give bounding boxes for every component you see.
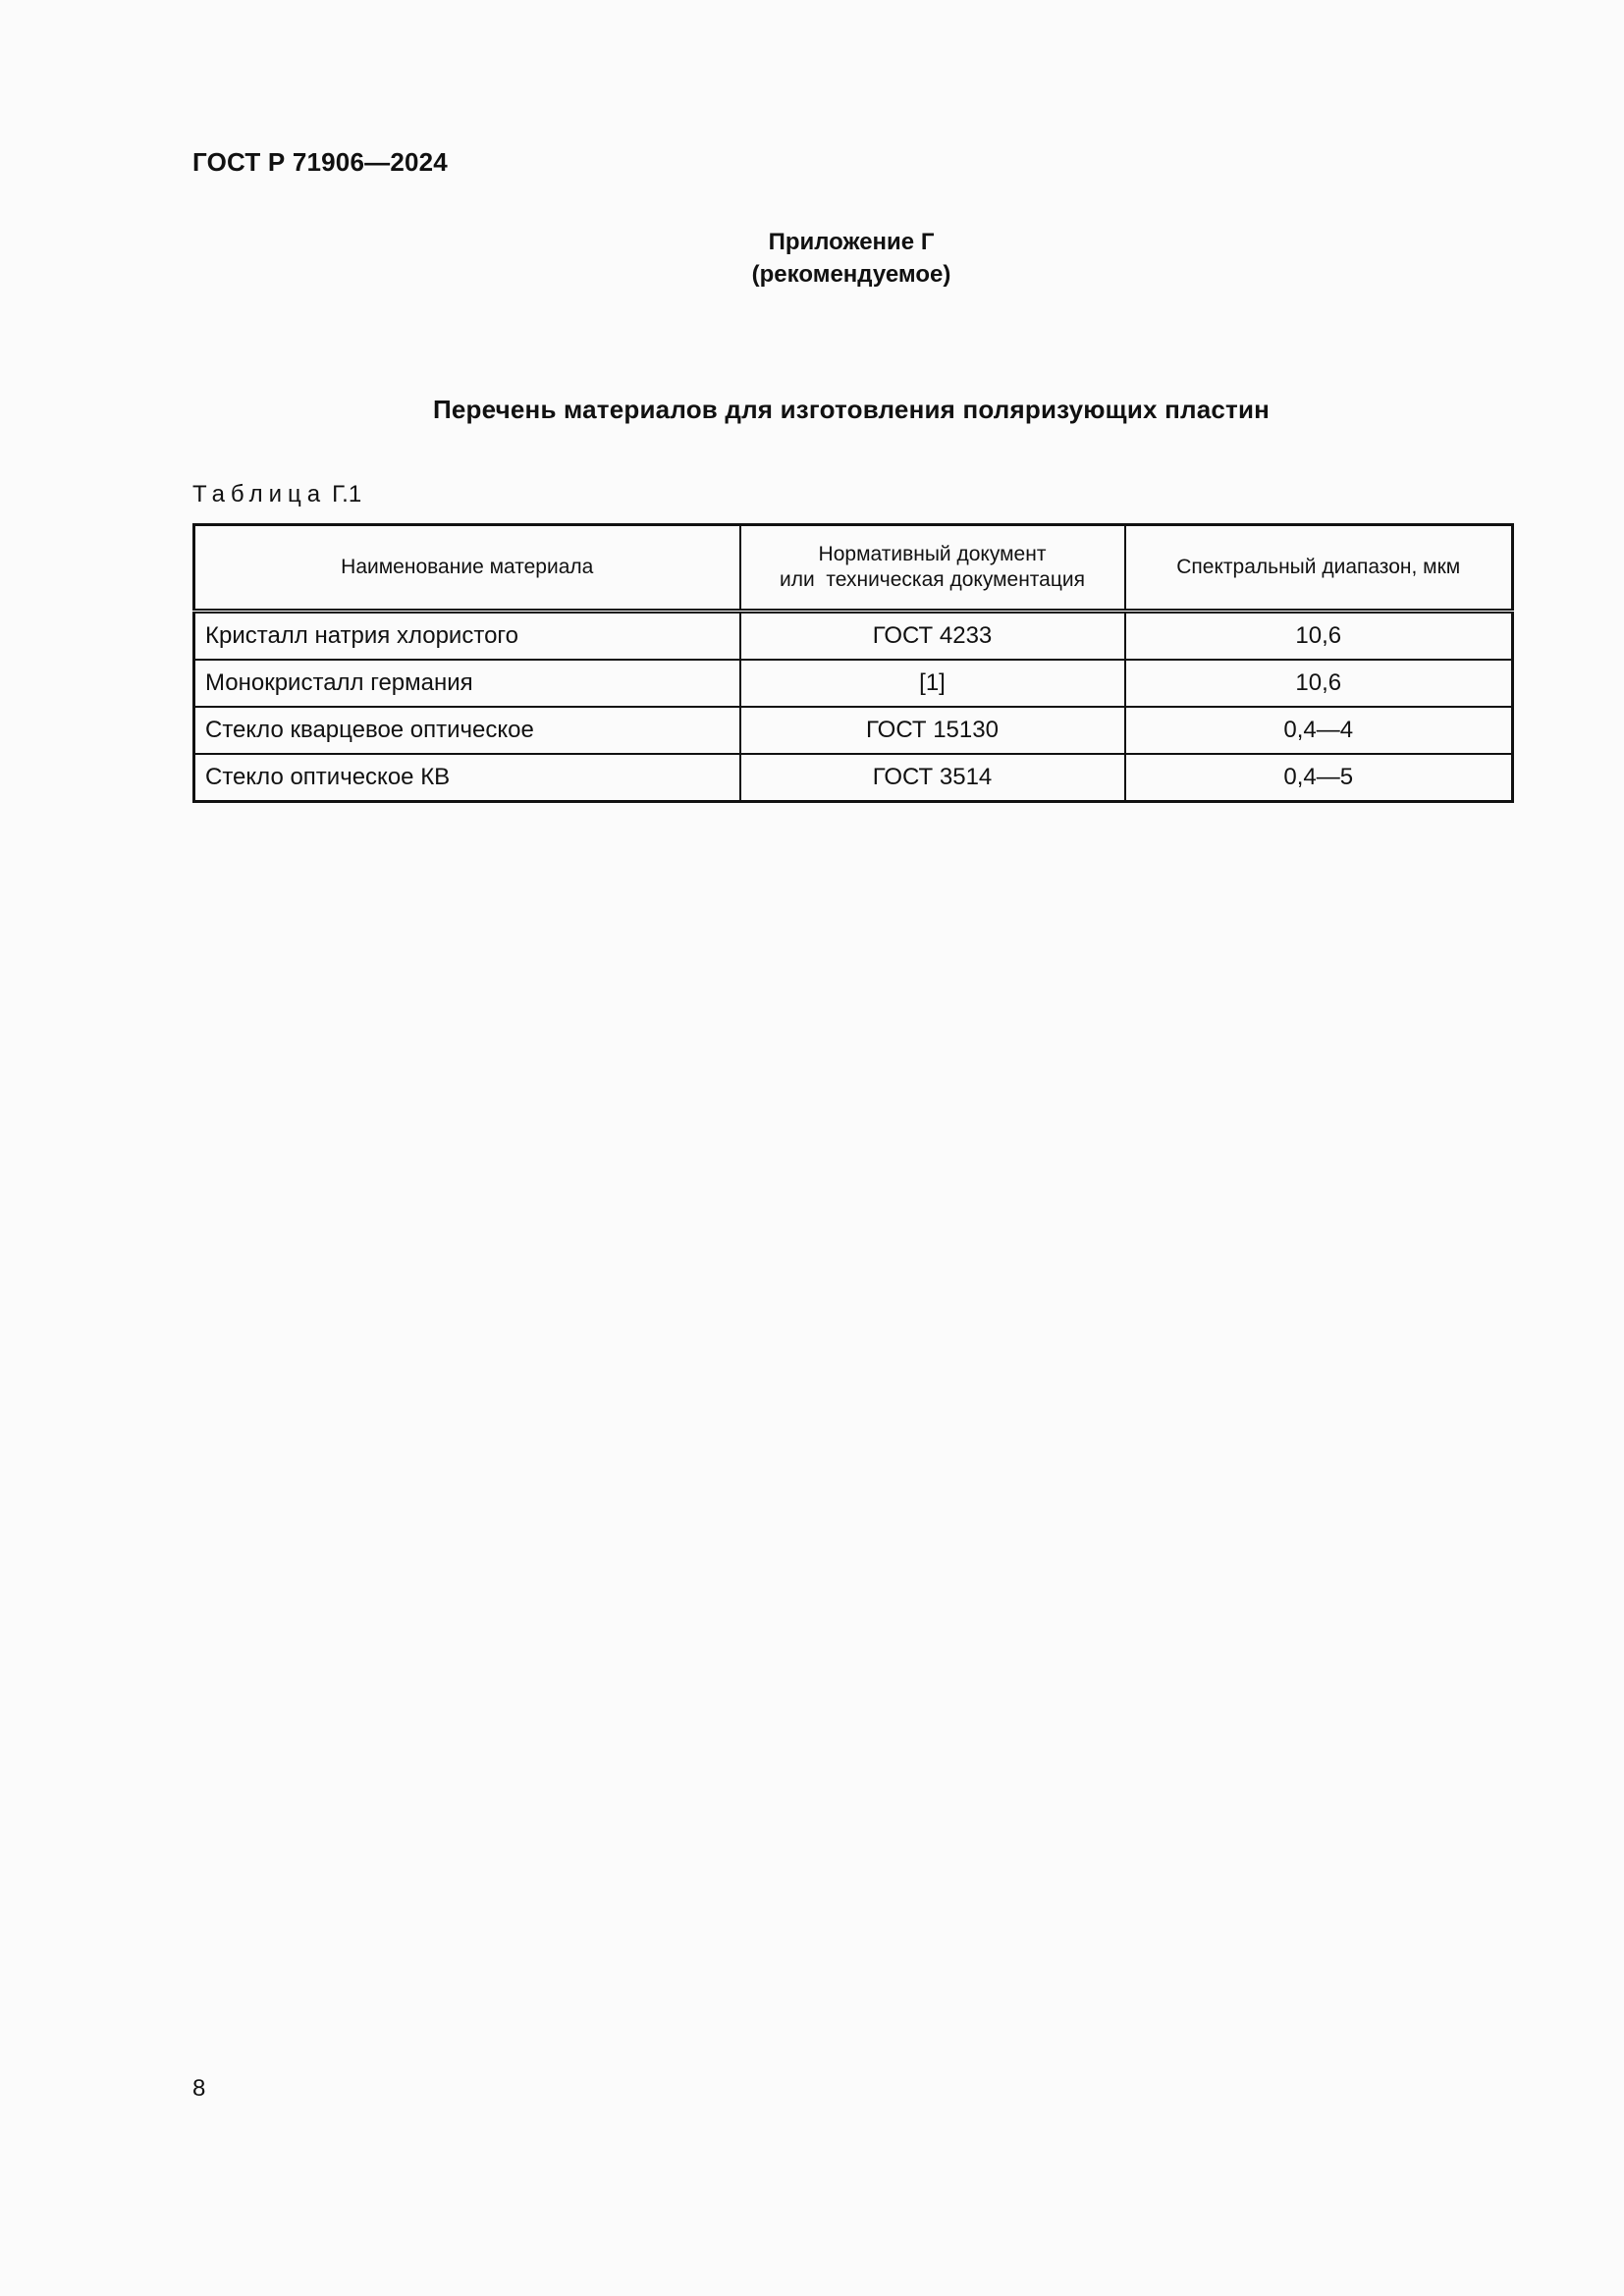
cell-normative-document: ГОСТ 4233 — [740, 612, 1125, 661]
table-caption-number: Г.1 — [332, 481, 362, 507]
table-row — [194, 754, 1513, 802]
header-spectral-range — [1125, 525, 1513, 612]
cell-normative-document: ГОСТ 3514 — [740, 754, 1125, 802]
appendix-subtitle: (рекомендуемое) — [751, 261, 951, 288]
header-normative-document-line2: или техническая документация — [780, 568, 1085, 591]
table-row — [194, 612, 1513, 661]
appendix-title: Приложение Г — [768, 229, 935, 255]
cell-spectral-range: 10,6 — [1125, 660, 1513, 707]
table-header-row — [194, 525, 1513, 612]
cell-spectral-range: 0,4—4 — [1125, 707, 1513, 754]
appendix-heading — [0, 226, 1624, 291]
section-title: Перечень материалов для изготовления поляризующих пластин — [432, 395, 1271, 424]
cell-material-name: Кристалл натрия хлористого — [194, 612, 740, 661]
page-number: 8 — [192, 2075, 206, 2102]
table-row — [194, 660, 1513, 707]
materials-table — [192, 523, 1514, 803]
cell-normative-document: ГОСТ 15130 — [740, 707, 1125, 754]
table-row — [194, 707, 1513, 754]
header-normative-document — [740, 525, 1125, 612]
document-code: ГОСТ Р 71906—2024 — [192, 147, 448, 177]
header-material-name — [194, 525, 740, 612]
cell-spectral-range: 10,6 — [1125, 612, 1513, 661]
table-caption-word: Таблица — [192, 481, 327, 507]
cell-normative-document: [1] — [740, 660, 1125, 707]
header-material-name-label: Наименование материала — [341, 556, 594, 578]
header-normative-document-line1: Нормативный документ — [818, 543, 1047, 565]
cell-material-name: Стекло кварцевое оптическое — [194, 707, 740, 754]
cell-material-name: Стекло оптическое КВ — [194, 754, 740, 802]
table-caption — [192, 481, 361, 508]
header-spectral-range-label: Спектральный диапазон, мкм — [1176, 556, 1461, 578]
cell-spectral-range: 0,4—5 — [1125, 754, 1513, 802]
cell-material-name: Монокристалл германия — [194, 660, 740, 707]
